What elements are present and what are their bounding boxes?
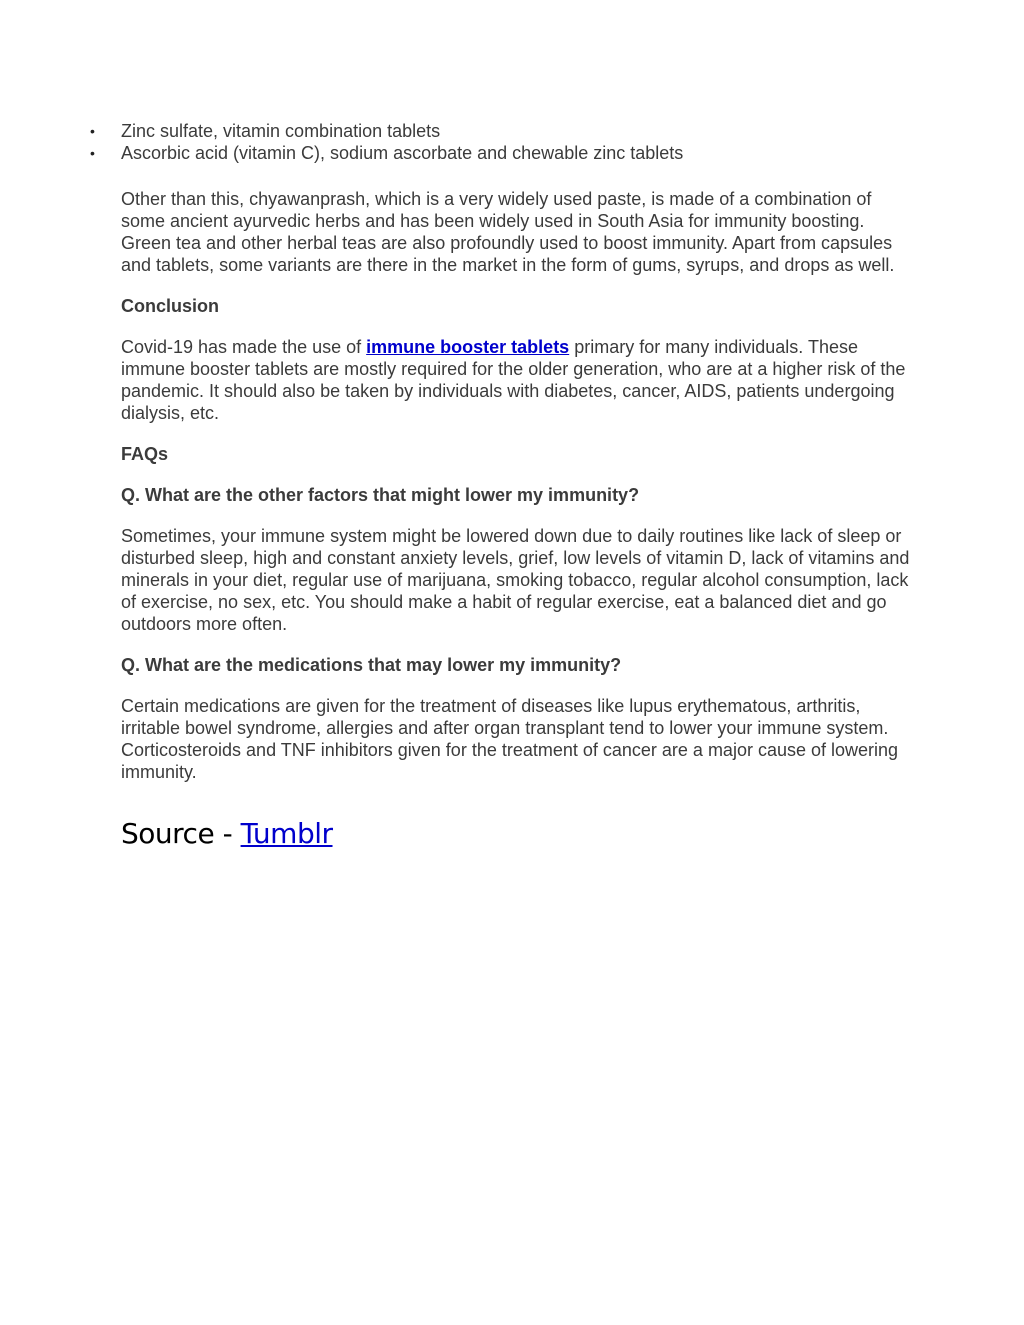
faq-answer: Certain medications are given for the treatment of diseases like lupus erythematous, arthritis, irritable bowel syndrome, allergies and after organ transplant tend to lower your immune system. Corticosteroids and TNF inhibitors given for the treatment of cancer are a major cause of lowering immunity. [121, 696, 899, 782]
faqs-heading: FAQs [121, 444, 169, 464]
tumblr-source-link[interactable]: Tumblr [240, 817, 333, 850]
conclusion-paragraph [121, 336, 911, 424]
document-body [90, 120, 911, 854]
conclusion-text-start: Covid-19 has made the use of [121, 337, 367, 357]
list-item-text: Ascorbic acid (vitamin C), sodium ascorbate and chewable zinc tablets [121, 143, 684, 163]
source-label: Source - [121, 817, 241, 850]
immune-booster-tablets-link[interactable]: immune booster tablets [366, 337, 570, 357]
tablet-list [90, 120, 911, 164]
intro-paragraph: Other than this, chyawanprash, which is a very widely used paste, is made of a combination of some ancient ayurvedic herbs and has been widely used in South Asia for immunity boosting. Green tea and other herbal teas are also profoundly used to boost immunity. Apart from capsules and tablets, some variants are there in the market in the form of gums, syrups, and drops as well. [121, 189, 895, 275]
faq-question: Q. What are the medications that may lower my immunity? [121, 655, 622, 675]
list-item [90, 120, 911, 142]
bullet-icon: • [90, 145, 95, 161]
faq-answer: Sometimes, your immune system might be lowered down due to daily routines like lack of sleep or disturbed sleep, high and constant anxiety levels, grief, low levels of vitamin D, lack of vitamins and minerals in your diet, regular use of marijuana, smoking tobacco, regular alcohol consumption, lack of exercise, no sex, etc. You should make a habit of regular exercise, eat a balanced diet and go outdoors more often. [121, 526, 910, 634]
bullet-icon: • [90, 123, 95, 139]
conclusion-heading: Conclusion [121, 296, 219, 316]
conclusion-text-end: primary for many individuals. These immune booster tablets are mostly required for the older generation, who are at a higher risk of the pandemic. It should also be taken by individuals with diabetes, cancer, AIDS, patients undergoing dialysis, etc. [121, 337, 906, 423]
source-line [121, 814, 911, 854]
faq-question: Q. What are the other factors that might lower my immunity? [121, 485, 640, 505]
list-item [90, 142, 911, 164]
list-item-text: Zinc sulfate, vitamin combination tablets [121, 121, 441, 141]
